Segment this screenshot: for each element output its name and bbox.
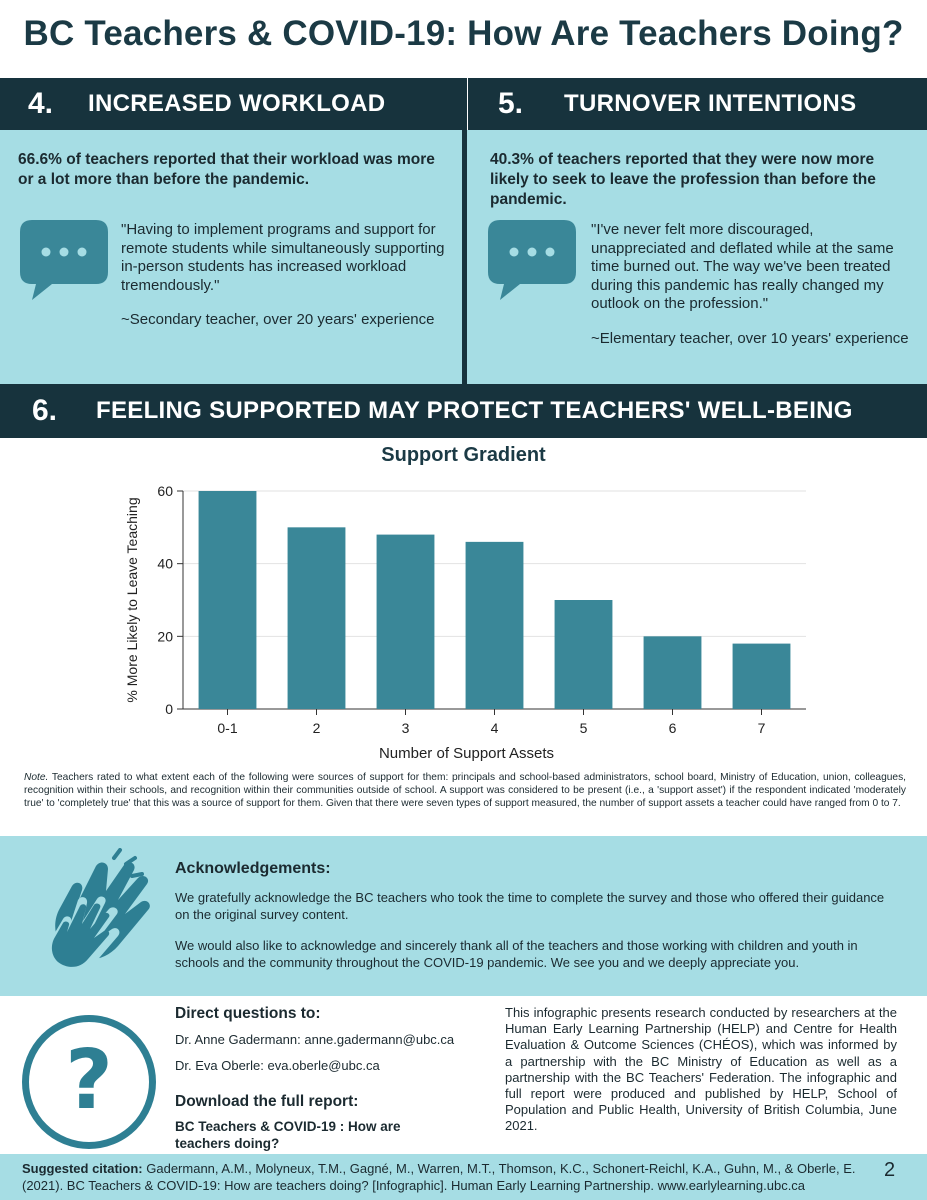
bar-0-1 (199, 491, 257, 709)
bar-7 (733, 644, 791, 709)
acknowledgements-title: Acknowledgements: (175, 860, 331, 877)
section-4-quote-block (121, 221, 446, 346)
support-gradient-chart (0, 438, 927, 768)
citation-label: Suggested citation: (22, 1161, 143, 1176)
speech-bubble-icon (486, 218, 578, 302)
note-text: Teachers rated to what extent each of the following were sources of support for them: principals and school-based administrators, school board, Ministry of Education, union, colleagues, recognition within their schools, and recognition within their communities outside of school. A support was considered to be present (i.e., a 'support asset') if the respondent indicated 'moderately true' to 'completely true' that this was a source of support for them. Given that there were seven types of support measured, the number of support assets a teacher could have ranged from 0 to 7. (24, 772, 906, 810)
contact-anne-gadermann[interactable]: Dr. Anne Gadermann: anne.gadermann@ubc.ca (175, 1032, 455, 1047)
contact-eva-oberle[interactable]: Dr. Eva Oberle: eva.oberle@ubc.ca (175, 1058, 380, 1073)
x-axis-label: Number of Support Assets (378, 745, 555, 762)
section-6-number: 6. (32, 394, 58, 427)
y-tick-label: 40 (157, 555, 173, 572)
bar-2 (288, 527, 346, 709)
section-5-number: 5. (498, 87, 524, 120)
full-report-link[interactable]: BC Teachers & COVID-19 : How are teachers doing? (175, 1119, 401, 1151)
bar-6 (644, 636, 702, 709)
x-tick-label: 7 (757, 720, 766, 736)
contacts-title: Direct questions to: (175, 1005, 321, 1022)
y-axis-label: % More Likely to Leave Teaching (124, 497, 140, 703)
section-4-quote: "Having to implement programs and support for remote students while simultaneously supporting in-person students has increased workload tremendously." (121, 221, 445, 294)
section-4-lead: 66.6% of teachers reported that their workload was more or a lot more than before the pandemic. (18, 151, 435, 188)
x-tick-label: 3 (401, 720, 410, 736)
section-4-number: 4. (28, 87, 54, 120)
about-infographic: This infographic presents research conducted by researchers at the Human Early Learning Partnership (HELP) and Centre for Health Evaluation & Outcome Sciences (CHÉOS), which was informed by a partnership with the BC Ministry of Education as well as a partnership with the BC Teachers' Federation. The infographic and full report were produced and published by HELP, School of Population and Public Health, University of British Columbia, June 2021. (505, 1005, 897, 1134)
section-5-attribution: ~Elementary teacher, over 10 years' experience (591, 329, 909, 347)
bar-5 (555, 600, 613, 709)
x-tick-label: 6 (668, 720, 677, 736)
section-4-attribution: ~Secondary teacher, over 20 years' experience (121, 311, 435, 328)
suggested-citation (22, 1161, 862, 1194)
x-tick-label: 2 (312, 720, 321, 736)
section-4-title: INCREASED WORKLOAD (88, 90, 386, 117)
section-6-banner (0, 384, 927, 438)
acknowledgements-paragraph-1: We gratefully acknowledge the BC teachers who took the time to complete the survey and those who offered their guidance on the original survey content. (175, 890, 885, 922)
y-tick-label: 60 (157, 483, 173, 499)
citation-text: Gadermann, A.M., Molyneux, T.M., Gagné, M., Warren, M.T., Thomson, K.C., Schonert-Reichl, K.A., Guhn, M., & Oberle, E. (2021). BC Teachers & COVID-19: How are teachers doing? [Infographic]. Human Early Learning Partnership. www.earlylearning.ubc.ca (22, 1161, 856, 1193)
y-tick-label: 0 (165, 701, 173, 717)
section-5-quote-block (591, 221, 911, 364)
x-tick-label: 5 (579, 720, 588, 736)
download-title: Download the full report: (175, 1093, 359, 1110)
clapping-hands-icon (18, 848, 156, 986)
bar-chart-svg (0, 438, 927, 768)
section-divider (462, 78, 467, 384)
x-tick-label: 0-1 (217, 720, 238, 736)
section-5-title: TURNOVER INTENTIONS (564, 90, 857, 117)
acknowledgements-paragraph-2: We would also like to acknowledge and sincerely thank all of the teachers and those working with children and youth in schools and the community throughout the COVID-19 pandemic. We see you and we deeply appreciate you. (175, 938, 858, 970)
y-tick-label: 20 (157, 628, 173, 645)
speech-bubble-icon (18, 218, 110, 302)
section-5-lead: 40.3% of teachers reported that they were now more likely to seek to leave the profession than before the pandemic. (490, 151, 876, 208)
page-number: 2 (884, 1159, 896, 1181)
chart-title: Support Gradient (381, 444, 546, 466)
bar-3 (377, 535, 435, 709)
note-label: Note. (24, 772, 49, 783)
section-4-banner (0, 78, 464, 130)
section-5-quote: "I've never felt more discouraged, unappreciated and deflated while at the same time burned out. The way we've been treated during this pandemic has really changed my outlook on the profession." (591, 221, 894, 312)
section-6-title: FEELING SUPPORTED MAY PROTECT TEACHERS' WELL-BEING (96, 397, 853, 424)
chart-note (24, 771, 906, 811)
bar-4 (466, 542, 524, 709)
question-mark-icon: ? (22, 1015, 156, 1149)
page-title: BC Teachers & COVID-19: How Are Teachers Doing? (23, 14, 904, 53)
x-tick-label: 4 (490, 720, 499, 736)
section-5-banner (468, 78, 927, 130)
